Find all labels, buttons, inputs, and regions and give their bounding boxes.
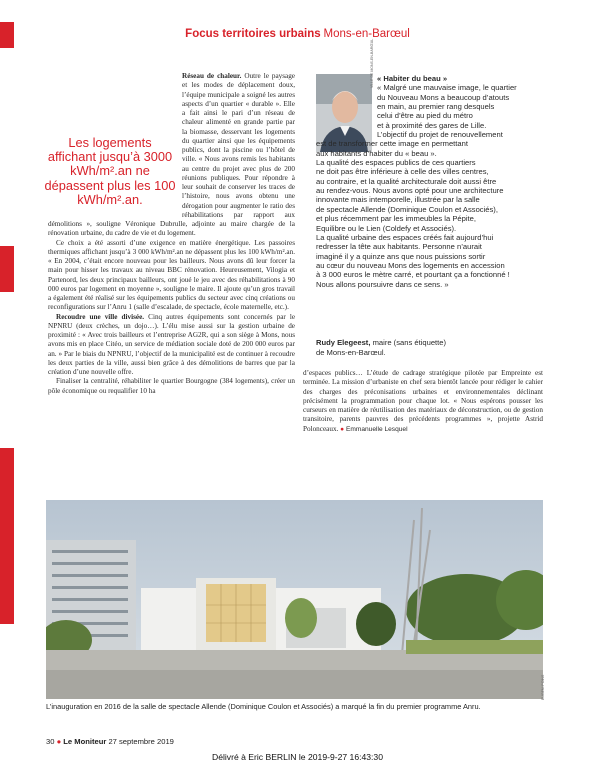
section-tab-bottom	[0, 448, 14, 624]
interview-line: L’objectif du projet de renouvellement	[377, 130, 503, 140]
interview-line: et plus récemment par les immeubles la Pépite,	[316, 214, 476, 224]
signature-role: maire (sans étiquette)	[372, 338, 447, 347]
interview-line: du Nouveau Mons a beaucoup d’atouts	[377, 92, 510, 102]
section-title: Focus territoires urbains	[185, 28, 321, 40]
issue-date: 27 septembre 2019	[108, 737, 174, 746]
interview-line: aux habitants d’habiter du « beau ».	[316, 148, 437, 158]
magazine-name: Le Moniteur	[63, 737, 107, 746]
author-name: Emmanuelle Lesquel	[345, 425, 408, 433]
paragraph-1: Outre le paysage et les modes de déplacement doux, l’équipe municipale a soigné les autres aspects d’un quartier « durable ». Elle a fait ainsi le pari d’un réseau de chaleur alimenté en grande partie par la biomasse, desservant les logements du quartier ainsi que les équipements publics, dont la piscine ou l’hôtel de ville. « Nous avons remis les habitants au centre du projet avec plus de 200 réunions publiques. Pour répondre à leur souhait de conserver les traces de l’histoire, nous avons obtenu une dérogation pour augmenter le ratio des réhabilitations par rapport aux démolitions », souligne Véronique Dubrulle, adjointe au maire chargée de la rénovation urbaine, du cadre de vie et du logement.	[48, 72, 295, 238]
photo-credit: EUGENI POINS	[541, 674, 545, 700]
interview-line: Equilibre ou le Lien (Coldefy et Associés).	[316, 223, 457, 233]
interview-line: Nous allons poursuivre dans ce sens. »	[316, 279, 449, 289]
interview-line: ne doit pas être inférieure à celle des villes centres,	[316, 167, 489, 177]
interview-line: et à proximité des gares de Lille.	[377, 120, 487, 130]
interview-line: innovante mais intemporelle, illustrée par la salle	[316, 195, 480, 205]
page-header	[0, 28, 595, 40]
paragraph-4: Finaliser la centralité, réhabiliter le quartier Bourgogne (384 logements), créer un pôle économique ou requalifier 10 ha	[48, 377, 295, 395]
interview-line: à 3 000 euros le mètre carré, et pourtant ça a fonctionné !	[316, 270, 510, 280]
signature-place: de Mons-en-Barœul.	[316, 347, 386, 357]
interview-quote	[316, 83, 544, 289]
folio-bullet: ●	[56, 737, 62, 746]
interview-box	[316, 74, 544, 289]
interview-title: « Habiter du beau »	[377, 74, 448, 83]
interview-signature	[316, 338, 544, 357]
interview-line: en main, au premier rang desquels	[377, 102, 495, 112]
section-location: Mons-en-Barœul	[323, 28, 410, 40]
author-bullet: ●	[340, 425, 345, 433]
article-column-2	[303, 369, 543, 434]
interview-line: La qualité urbaine des espaces créés fait aujourd’hui	[316, 232, 494, 242]
interview-line: redresser la tête aux habitants. Personne n’aurait	[316, 242, 482, 252]
folio	[46, 737, 174, 746]
page-number: 30	[46, 737, 55, 746]
theatre-photo	[46, 500, 543, 699]
section-tab-lower	[0, 246, 14, 292]
portrait-credit: VILLE DE MONS-EN-BARŒUL	[370, 38, 374, 88]
interview-line: celui d’être au pied du métro	[377, 111, 473, 121]
paragraph-3: Cinq autres équipements sont concernés par le NPNRU (deux crèches, un dojo…). L’élu mise aussi sur la gestion urbaine de proximité : « Avec trois bailleurs et l’entreprise AG2R, qui a son siège à Mons, nous avons mis en place Citéo, un service de médiation sociale doté de 200 000 euros par an. » Par le biais du NPNRU, l’objectif de la municipalité est de continuer à recoudre les deux parties de la ville, aussi bien grâce à des démolitions de barres que par la création d’une nouvelle offre.	[48, 312, 296, 376]
delivery-stamp: Délivré à Eric BERLIN le 2019-9-27 16:43:30	[211, 752, 383, 762]
interview-line: imaginé il y a quinze ans que nous puissions sortir	[316, 251, 486, 261]
interview-line: au rendez-vous. Nous avons opté pour une architecture	[316, 186, 504, 196]
lead-recoudre: Recoudre une ville divisée.	[56, 312, 145, 321]
lead-reseau-chaleur: Réseau de chaleur.	[182, 72, 242, 80]
interview-line: est de transformer cette image en permettant	[316, 139, 468, 149]
signature-name: Rudy Elegeest,	[316, 338, 371, 347]
interview-line: « Malgré une mauvaise image, le quartier	[377, 83, 517, 93]
pull-quote: Les logements affichant jusqu’à 3000 kWh/m².an ne dépassent plus les 100 kWh/m².an.	[44, 135, 176, 207]
interview-line: au cœur du nouveau Mons des logements en accession	[316, 260, 505, 270]
photo-caption: L’inauguration en 2016 de la salle de spectacle Allende (Dominique Coulon et Associés) a marqué la fin du premier programme Anru.	[46, 702, 481, 711]
article-column-1	[48, 72, 295, 396]
paragraph-2: Ce choix a été assorti d’une exigence en matière énergétique. Les passoires thermiques affichant jusqu’à 3 000 kWh/m².an ne dépassent plus les 100 kWh/m².an. « En 2004, c’était encore nouveau pour les bailleurs. Nous avons dû leur forcer la main pour hisser les travaux au niveau BBC rénovation. Heureusement, Vilogia et Partenord, les deux principaux bailleurs, ont joué le jeu avec des réhabilitations à 90 000 euros par logement en moyenne », souligne le maire. Il ajoute qu’un gros travail a également été réalisé sur les équipements publics du secteur avec cinq créations ou reconfigurations sur l’Anru 1 (salle d’escalade, de spectacle, école maternelle, etc.).	[48, 238, 295, 312]
interview-line: La qualité des espaces publics de ces quartiers	[316, 158, 476, 168]
interview-line: de spectacle Allende (Dominique Coulon et Associés),	[316, 204, 498, 214]
interview-line: au contraire, et la qualité architecturale doit aussi être	[316, 176, 497, 186]
paragraph-5: d’espaces publics… L’étude de cadrage stratégique pilotée par Empreinte est terminée. La mission d’urbaniste en chef sera bientôt lancée pour rédiger le cahier des charges des préconisations urbaines et environnementales déclinant précisément la programmation pour chaque lot. « Nous espérons pousser les curseurs en matière de réutilisation des matériaux de déconstruction, ou de gestion transitoire, parents pauvres des précédents programmes », projette Astrid Polonceaux.	[303, 369, 543, 433]
